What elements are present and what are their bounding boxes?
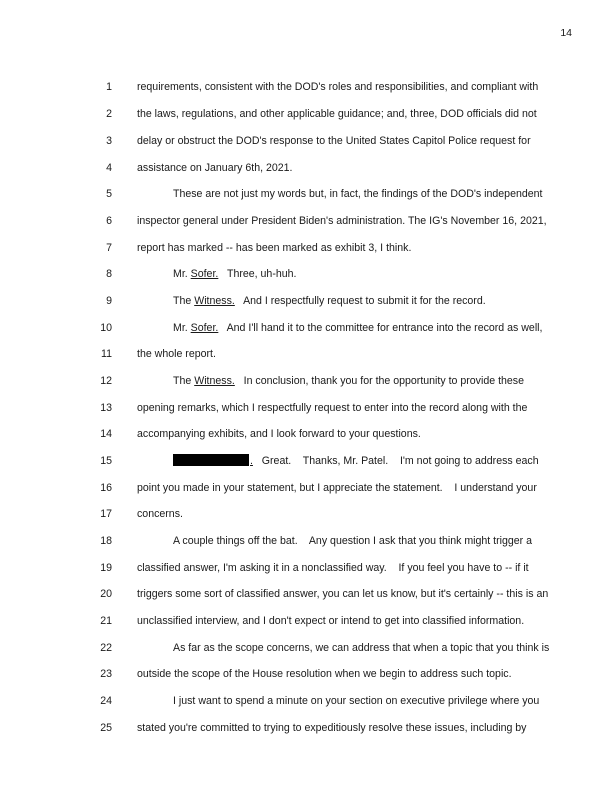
transcript-line — [0, 453, 612, 469]
line-text: opening remarks, which I respectfully request to enter into the record along with the — [137, 402, 528, 414]
speaker-name: . — [250, 455, 253, 467]
speaker-line — [173, 373, 524, 389]
line-text: classified answer, I'm asking it in a nonclassified way. If you feel you have to -- if it — [137, 562, 529, 574]
speaker-prefix: Mr. — [173, 322, 191, 334]
speaker-prefix: The — [173, 375, 195, 387]
line-number: 13 — [100, 402, 112, 414]
speaker-name: Sofer. — [190, 322, 219, 334]
line-text: Three, uh-huh. — [218, 268, 297, 280]
line-text: assistance on January 6th, 2021. — [137, 162, 293, 174]
line-number: 18 — [100, 535, 112, 547]
line-text: Great. Thanks, Mr. Patel. I'm not going to address each — [252, 455, 539, 467]
page-number: 14 — [560, 27, 572, 39]
line-text: accompanying exhibits, and I look forward to your questions. — [137, 428, 421, 440]
line-number: 5 — [106, 188, 112, 200]
speaker-prefix: Mr. — [173, 268, 191, 280]
speaker-line — [173, 293, 486, 309]
line-number: 10 — [100, 322, 112, 334]
line-number: 1 — [106, 81, 112, 93]
transcript-line — [0, 266, 612, 282]
speaker-name: Sofer. — [190, 268, 219, 280]
line-text: A couple things off the bat. Any question I ask that you think might trigger a — [173, 535, 533, 547]
line-number: 22 — [100, 642, 112, 654]
transcript-line — [0, 533, 612, 549]
transcript-line — [0, 693, 612, 709]
transcript-line — [0, 79, 612, 95]
line-number: 15 — [100, 455, 112, 467]
line-text: And I'll hand it to the committee for entrance into the record as well, — [218, 322, 543, 334]
line-text: And I respectfully request to submit it for the record. — [234, 295, 486, 307]
transcript-line — [0, 480, 612, 496]
line-text: point you made in your statement, but I appreciate the statement. I understand your — [137, 482, 537, 494]
speaker-line — [173, 320, 542, 336]
transcript-line — [0, 213, 612, 229]
transcript-line — [0, 506, 612, 522]
transcript-line — [0, 133, 612, 149]
line-text: inspector general under President Biden's administration. The IG's November 16, 2021, — [137, 215, 547, 227]
transcript-line — [0, 640, 612, 656]
line-text: report has marked -- has been marked as exhibit 3, I think. — [137, 242, 412, 254]
line-number: 16 — [100, 482, 112, 494]
transcript-line — [0, 293, 612, 309]
transcript-line — [0, 186, 612, 202]
transcript-line — [0, 320, 612, 336]
speaker-line — [173, 453, 539, 469]
line-number: 23 — [100, 668, 112, 680]
line-number: 11 — [101, 348, 112, 360]
line-number: 17 — [100, 508, 112, 520]
line-number: 21 — [100, 615, 112, 627]
line-number: 9 — [106, 295, 112, 307]
transcript-line — [0, 586, 612, 602]
speaker-prefix: The — [173, 295, 195, 307]
line-number: 25 — [100, 722, 112, 734]
line-text: I just want to spend a minute on your section on executive privilege where you — [173, 695, 540, 707]
transcript-line — [0, 346, 612, 362]
line-text: unclassified interview, and I don't expect or intend to get into classified information. — [137, 615, 525, 627]
transcript-line — [0, 560, 612, 576]
transcript-line — [0, 160, 612, 176]
line-text: In conclusion, thank you for the opportunity to provide these — [234, 375, 524, 387]
line-number: 19 — [100, 562, 112, 574]
transcript-line — [0, 106, 612, 122]
line-number: 12 — [100, 375, 112, 387]
line-number: 7 — [106, 242, 112, 254]
transcript-line — [0, 613, 612, 629]
transcript-line — [0, 373, 612, 389]
line-text: the whole report. — [137, 348, 216, 360]
line-text: As far as the scope concerns, we can address that when a topic that you think is — [173, 642, 550, 654]
transcript-line — [0, 720, 612, 736]
speaker-line — [173, 266, 296, 282]
line-number: 2 — [106, 108, 112, 120]
line-text: These are not just my words but, in fact, the findings of the DOD's independent — [173, 188, 543, 200]
line-number: 20 — [100, 588, 112, 600]
line-number: 4 — [106, 162, 112, 174]
redaction-box — [173, 454, 249, 466]
line-text: concerns. — [137, 508, 183, 520]
line-text: stated you're committed to trying to expeditiously resolve these issues, including by — [137, 722, 527, 734]
line-text: triggers some sort of classified answer, you can let us know, but it's certainly -- this is an — [137, 588, 549, 600]
line-number: 6 — [106, 215, 112, 227]
transcript-line — [0, 400, 612, 416]
line-text: delay or obstruct the DOD's response to the United States Capitol Police request for — [137, 135, 531, 147]
speaker-name: Witness. — [194, 295, 235, 307]
line-text: outside the scope of the House resolution when we begin to address such topic. — [137, 668, 512, 680]
line-number: 3 — [106, 135, 112, 147]
transcript-line — [0, 240, 612, 256]
line-text: the laws, regulations, and other applicable guidance; and, three, DOD officials did not — [137, 108, 537, 120]
line-number: 14 — [100, 428, 112, 440]
line-number: 8 — [106, 268, 112, 280]
transcript-line — [0, 426, 612, 442]
transcript-line — [0, 666, 612, 682]
line-text: requirements, consistent with the DOD's roles and responsibilities, and compliant with — [137, 81, 539, 93]
speaker-name: Witness. — [194, 375, 235, 387]
line-number: 24 — [100, 695, 112, 707]
